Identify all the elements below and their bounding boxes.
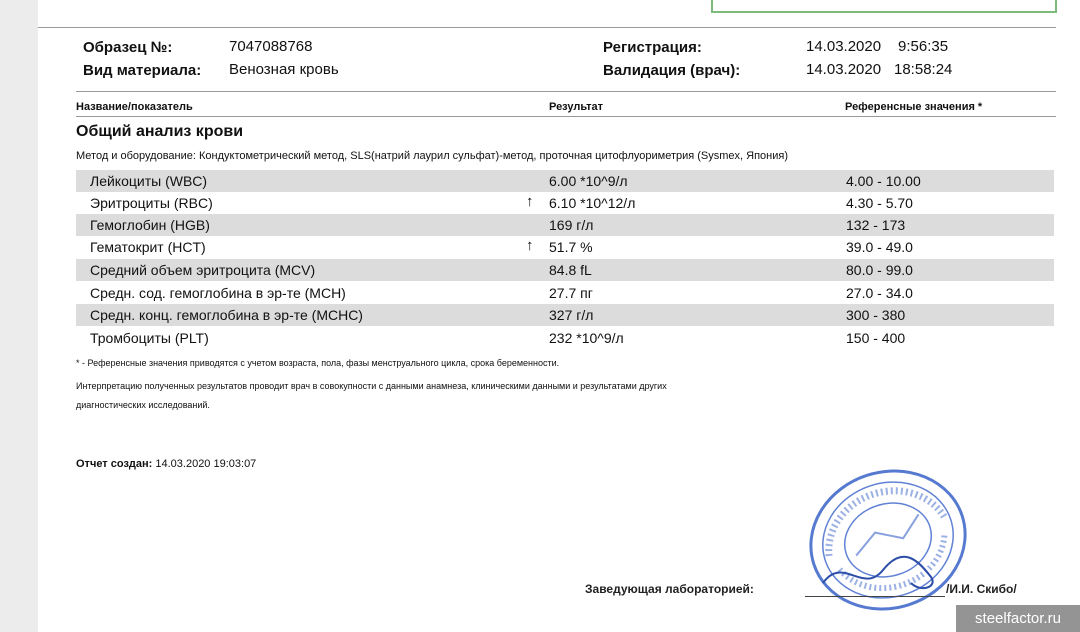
row-name: Гематокрит (HCT) <box>90 239 206 255</box>
table-row <box>76 282 1054 304</box>
signature-name: /И.И. Скибо/ <box>946 582 1017 596</box>
row-result: 169 г/л <box>549 217 594 233</box>
section-title: Общий анализ крови <box>76 123 244 140</box>
row-name: Средн. конц. гемоглобина в эр-те (MCHC) <box>90 307 363 323</box>
column-header-result: Результат <box>549 101 604 113</box>
report-created-value: 14.03.2020 19:03:07 <box>155 458 257 470</box>
column-header-divider <box>76 116 1056 117</box>
reference-note: * - Референсные значения приводятся с учетом возраста, пола, фазы менструального цикла, срока беременности. <box>76 358 560 368</box>
top-divider <box>38 27 1056 28</box>
row-reference: 4.30 - 5.70 <box>846 195 913 211</box>
signature-label: Заведующая лабораторией: <box>585 582 754 596</box>
interpretation-note-line1: Интерпретацию полученных результатов проводит врач в совокупности с данными анамнеза, клиническими данными и результатами других <box>76 381 667 391</box>
sample-label: Образец №: <box>83 39 173 56</box>
row-reference: 39.0 - 49.0 <box>846 239 913 255</box>
registration-label: Регистрация: <box>603 39 702 56</box>
watermark: steelfactor.ru <box>956 605 1080 632</box>
report-created <box>76 458 256 470</box>
table-row <box>76 327 1054 349</box>
report-created-label: Отчет создан: <box>76 458 153 470</box>
high-flag-icon: ↑ <box>526 193 534 210</box>
validation-date: 14.03.2020 <box>806 61 882 78</box>
row-reference: 4.00 - 10.00 <box>846 173 921 189</box>
row-result: 51.7 % <box>549 239 593 255</box>
row-name: Лейкоциты (WBC) <box>90 173 208 189</box>
row-result: 6.00 *10^9/л <box>549 173 628 189</box>
row-name: Гемоглобин (HGB) <box>90 217 210 233</box>
table-row <box>76 170 1054 192</box>
table-row <box>76 192 1054 214</box>
row-result: 327 г/л <box>549 307 594 323</box>
row-reference: 150 - 400 <box>846 330 906 346</box>
material-value: Венозная кровь <box>229 61 339 78</box>
table-row <box>76 259 1054 281</box>
validation-label: Валидация (врач): <box>603 62 741 79</box>
row-result: 27.7 пг <box>549 285 593 301</box>
row-name: Эритроциты (RBC) <box>90 195 213 211</box>
row-name: Средн. сод. гемоглобина в эр-те (MCH) <box>90 285 346 301</box>
column-header-name: Название/показатель <box>76 101 193 113</box>
header-divider <box>76 91 1056 92</box>
row-reference: 132 - 173 <box>846 217 906 233</box>
validation-time: 18:58:24 <box>894 61 953 78</box>
table-row <box>76 304 1054 326</box>
table-row <box>76 214 1054 236</box>
row-result: 84.8 fL <box>549 262 592 278</box>
signature-line <box>805 596 945 597</box>
table-row <box>76 236 1054 258</box>
registration-date: 14.03.2020 <box>806 38 882 55</box>
row-name: Тромбоциты (PLT) <box>90 330 209 346</box>
column-header-reference: Референсные значения * <box>845 101 983 113</box>
method-text: Метод и оборудование: Кондуктометрический метод, SLS(натрий лаурил сульфат)-метод, проточная цитофлуориметрия (Sysmex, Япония) <box>76 150 789 162</box>
row-result: 6.10 *10^12/л <box>549 195 636 211</box>
material-label: Вид материала: <box>83 62 202 79</box>
high-flag-icon: ↑ <box>526 237 534 254</box>
row-reference: 300 - 380 <box>846 307 906 323</box>
row-result: 232 *10^9/л <box>549 330 624 346</box>
row-reference: 80.0 - 99.0 <box>846 262 913 278</box>
green-frame-decoration <box>711 0 1057 13</box>
registration-time: 9:56:35 <box>898 38 949 55</box>
row-name: Средний объем эритроцита (MCV) <box>90 262 316 278</box>
interpretation-note-line2: диагностических исследований. <box>76 400 210 410</box>
sample-value: 7047088768 <box>229 38 313 55</box>
row-reference: 27.0 - 34.0 <box>846 285 913 301</box>
